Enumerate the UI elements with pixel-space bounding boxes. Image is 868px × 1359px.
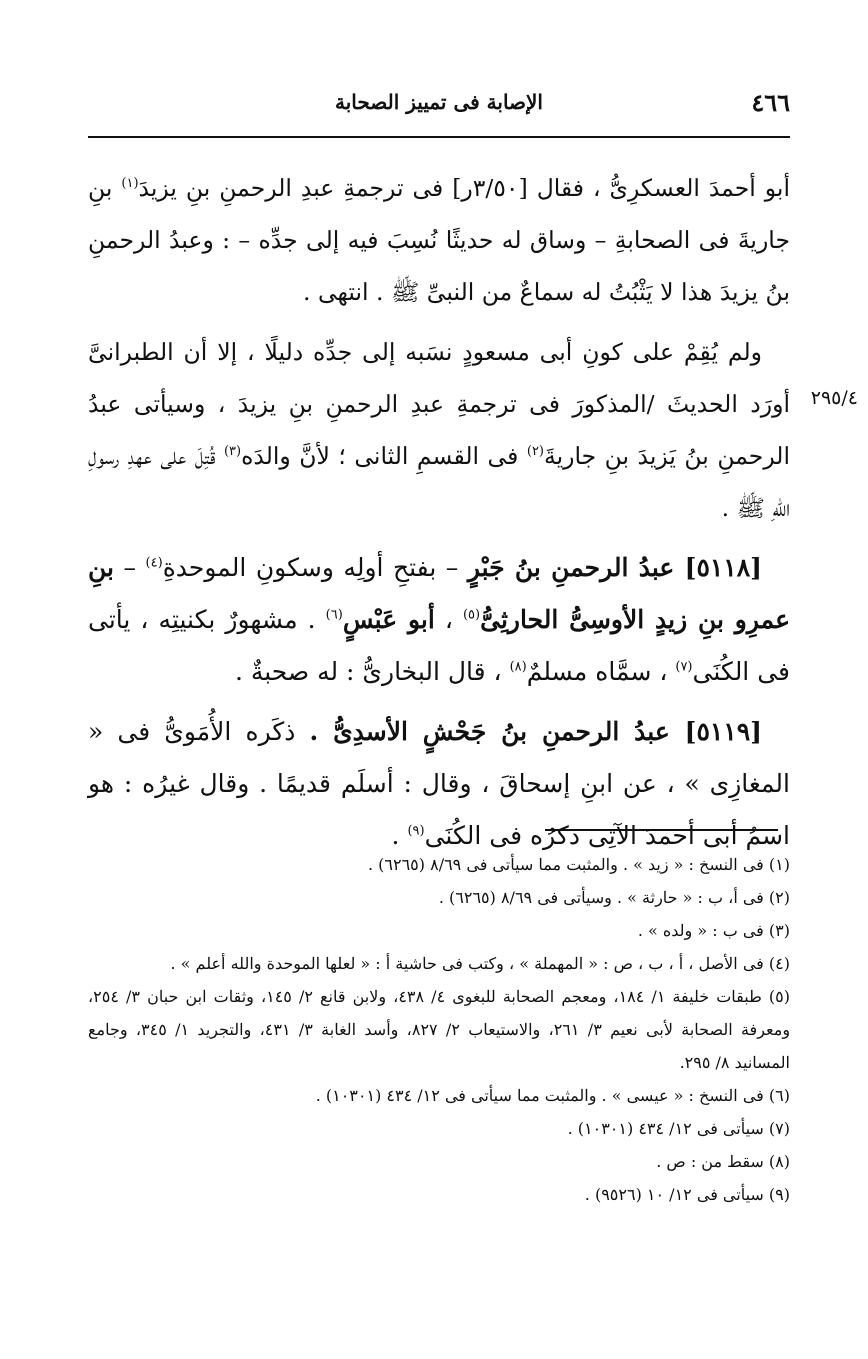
page-number: ٤٦٦ <box>751 88 790 117</box>
footnote-ref-6: (٦) <box>325 607 343 623</box>
text: – <box>114 553 146 582</box>
text: ولم يُقِمْ على كونِ أبى مسعودٍ نسَبه إلى جدِّه دليلًا ، إلا أن الطبرانىَّ أورَد الحديثَ /المذكورَ فى ترجمةِ عبدِ الرحمنِ بنِ يزيدَ ، وسيأتى عبدُ الرحمنِ بنُ يَزيدَ بنِ جاريةَ <box>88 338 790 470</box>
footnote-separator <box>545 829 778 831</box>
footnote-ref-5: (٥) <box>462 607 481 623</box>
footnote-ref-7: (٧) <box>675 659 693 675</box>
footnote-ref-9: (٩) <box>407 823 425 839</box>
entry-heading: [٥١١٩] عبدُ الرحمنِ بنُ جَحْشٍ الأسدِىُّ . <box>309 717 762 746</box>
text: . <box>391 821 408 850</box>
footnote-8: (٨) سقط من : ص . <box>656 1152 790 1171</box>
entry-kunya: أبو عَبْسٍ <box>342 605 435 634</box>
footnote-ref-2: (٢) <box>526 444 544 460</box>
text: قُتِلَ على عهدِ رسولِ اللهِ ﷺ . <box>88 442 790 522</box>
text: ذكَره الأُمَوىُّ فى « المغازِى » ، عن ابنِ إسحاقَ ، وقال : أسلَم قديمًا . وقال غيرُه : هو اسمُ أبى أحمدَ الآتِى ذكرُه فى الكُنَى <box>88 717 790 850</box>
text: ، <box>434 605 463 634</box>
text: بنِ جاريةَ فى الصحابةِ – وساق له حديثًا نُسِبَ فيه إلى جدِّه – : وعبدُ الرحمنِ بنُ يزيدَ هذا لا يَثْبُتُ له سماعٌ من النبىِّ ﷺ . انتهى . <box>88 174 790 306</box>
footnote-3: (٣) فى ب : « ولده » . <box>637 921 790 940</box>
main-text <box>88 162 790 870</box>
text: فى القسمِ الثانى ؛ لأنَّ والدَه <box>241 442 527 470</box>
text: . مشهورٌ بكنيتِه ، يأتى فى الكُنَى <box>88 605 790 686</box>
paragraph-2 <box>88 326 790 534</box>
text: ، قال البخارىُّ : له صحبةٌ . <box>234 657 510 686</box>
entry-5118 <box>88 542 790 698</box>
footnote-ref-4: (٤) <box>145 555 163 571</box>
text: أبو أحمدَ العسكرِىُّ ، فقال [٣/٥٠ر] فى ترجمةِ عبدِ الرحمنِ بنِ يزيدَ <box>138 174 790 202</box>
footnote-ref-3: (٣) <box>223 444 242 460</box>
footnote-7: (٧) سيأتى فى ١٢/ ٤٣٤ (١٠٣٠١) . <box>567 1119 790 1138</box>
footnote-9: (٩) سيأتى فى ١٢/ ١٠ (٩٥٢٦) . <box>584 1185 790 1204</box>
entry-heading: [٥١١٨] عبدُ الرحمنِ بنُ جَبْرٍ <box>467 553 762 582</box>
footnote-2: (٢) فى أ، ب : « حارثة » . وسيأتى فى ٨/٦٩ (٦٢٦٥) . <box>438 888 790 907</box>
entry-5119 <box>88 706 790 862</box>
running-title: الإصابة فى تمييز الصحابة <box>335 90 543 114</box>
footnotes <box>88 848 790 1211</box>
footnote-4: (٤) فى الأصل ، أ ، ب ، ص : « المهملة » ، وكتب فى حاشية أ : « لعلها الموحدة والله أعلم » . <box>170 954 790 973</box>
footnote-ref-8: (٨) <box>509 659 527 675</box>
footnote-6: (٦) فى النسخ : « عيسى » . والمثبت مما سيأتى فى ١٢/ ٤٣٤ (١٠٣٠١) . <box>315 1086 790 1105</box>
text: ، سمَّاه مسلمٌ <box>526 657 676 686</box>
paragraph-1 <box>88 162 790 318</box>
text: – بفتحِ أولِه وسكونِ الموحدةِ <box>162 553 468 582</box>
footnote-ref-1: (١) <box>121 176 139 192</box>
footnote-1: (١) فى النسخ : « زيد » . والمثبت مما سيأتى فى ٨/٦٩ (٦٢٦٥) . <box>367 855 790 874</box>
page-header <box>88 88 790 128</box>
header-rule <box>88 136 790 138</box>
footnote-5: (٥) طبقات خليفة ١/ ١٨٤، ومعجم الصحابة للبغوى ٤/ ٤٣٨، ولابن قانع ٢/ ١٤٥، وثقات ابن حبان ٣/ ٢٥٤، ومعرفة الصحابة لأبى نعيم ٣/ ٢٦١، والاستيعاب ٢/ ٨٢٧، وأسد الغابة ٣/ ٤٣١، والتجريد ١/ ٣٤٥، وجامع المسانيد ٨/ ٢٩٥. <box>88 987 791 1072</box>
entry-lineage: بنِ عمرِو بنِ زيدٍ الأوسِىُّ الحارثِىُّ <box>88 553 790 634</box>
margin-reference: ٢٩٥/٤ <box>810 387 858 409</box>
